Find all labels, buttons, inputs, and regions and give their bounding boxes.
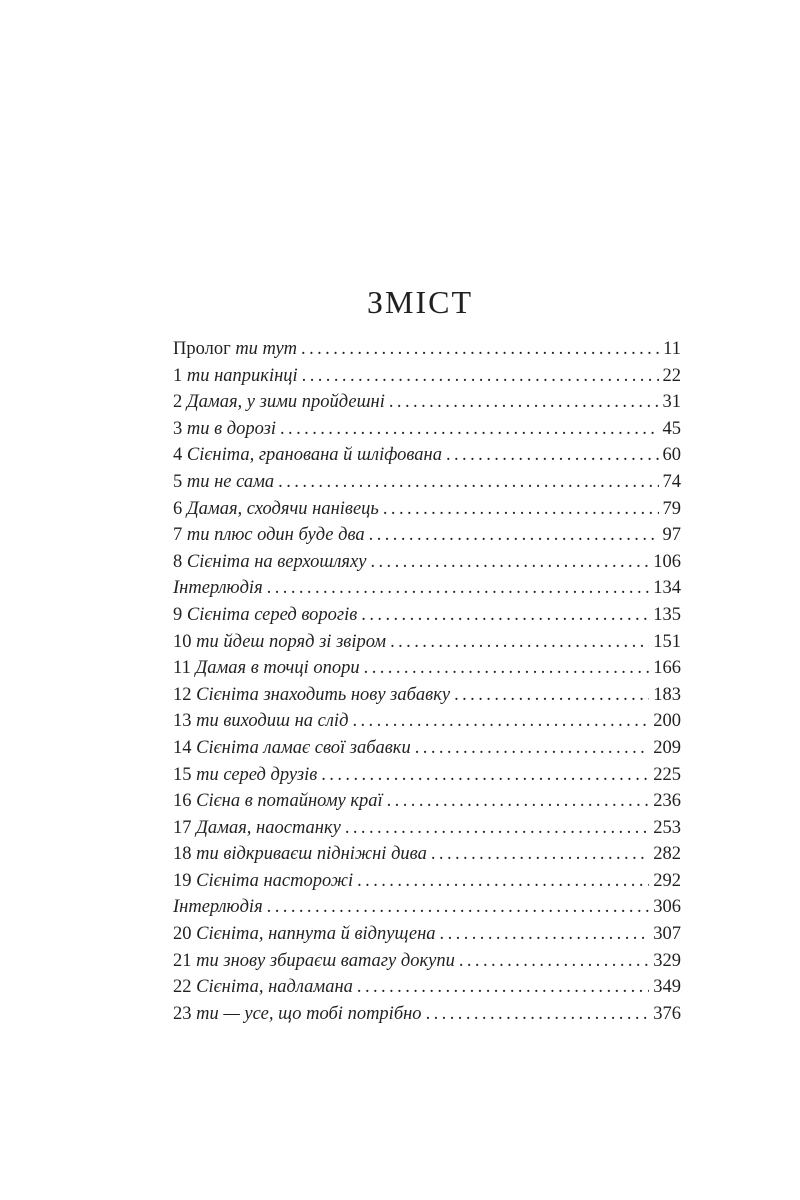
toc-dot-leader	[383, 496, 659, 523]
toc-entry-page: 11	[663, 339, 681, 359]
toc-entry-label	[173, 788, 383, 815]
toc-dot-leader	[459, 948, 649, 975]
toc-entry-number: 19	[173, 870, 197, 891]
toc-entry-label	[173, 575, 263, 602]
toc-entry-title: ти знову збираєш ватагу докупи	[196, 950, 455, 971]
toc-entry-title: Сієніта, гранована й шліфована	[186, 445, 442, 466]
toc-entry[interactable]	[173, 682, 681, 709]
toc-entry-label	[173, 549, 366, 576]
toc-entry-title: Дамая, сходячи нанівець	[186, 498, 379, 519]
toc-entry[interactable]	[173, 549, 681, 576]
toc-entry-page: 282	[653, 844, 681, 865]
toc-entry-page: 22	[662, 365, 681, 386]
toc-entry-label	[173, 948, 455, 975]
toc-entry-page: 45	[662, 418, 681, 439]
toc-dot-leader	[267, 575, 650, 602]
toc-entry-page: 135	[653, 604, 681, 625]
toc-entry-page: 60	[662, 445, 681, 466]
toc-entry[interactable]	[173, 894, 681, 921]
toc-entry-title: Дамая, у зими пройдешні	[186, 392, 385, 413]
toc-entry-page: 200	[653, 711, 681, 732]
toc-dot-leader	[357, 868, 649, 895]
toc-dot-leader	[267, 894, 650, 921]
toc-entry-number: 23	[173, 1003, 197, 1024]
toc-entry-title: Інтерлюдія	[173, 578, 263, 599]
toc-dot-leader	[361, 602, 649, 629]
toc-entry-label	[173, 682, 450, 709]
toc-entry-title: Сієніта насторожі	[196, 870, 354, 891]
toc-entry[interactable]	[173, 442, 681, 469]
toc-entry-number: 9	[173, 604, 187, 625]
toc-entry-label	[173, 416, 276, 443]
toc-dot-leader	[364, 655, 650, 682]
toc-entry-title: ти виходиш на слід	[196, 711, 349, 732]
toc-entry[interactable]	[173, 655, 681, 682]
toc-entry[interactable]	[173, 735, 681, 762]
toc-entry-number: 20	[173, 924, 197, 945]
toc-entry-number: 18	[173, 844, 197, 865]
toc-entry-title: ти — усе, що тобі потрібно	[196, 1003, 422, 1024]
toc-entry-number: 7	[173, 525, 187, 546]
toc-entry-title: ти наприкінці	[186, 365, 298, 386]
toc-entry-number: 14	[173, 737, 197, 758]
toc-dot-leader	[454, 682, 649, 709]
toc-entry-label	[173, 894, 263, 921]
toc-entry[interactable]	[173, 815, 681, 842]
toc-dot-leader	[321, 762, 649, 789]
toc-entry-label	[173, 522, 365, 549]
toc-entry-label	[173, 363, 298, 390]
toc-entry-number: 13	[173, 711, 197, 732]
toc-entry-page: 209	[653, 737, 681, 758]
toc-entry-number: 1	[173, 365, 187, 386]
toc-entry[interactable]	[173, 389, 681, 416]
toc-entry[interactable]	[173, 841, 681, 868]
table-of-contents	[173, 336, 681, 1027]
toc-entry-number: 10	[173, 631, 197, 652]
toc-entry-title: Сієніта, надламана	[196, 977, 353, 998]
toc-dot-leader	[302, 363, 659, 390]
toc-dot-leader	[446, 442, 659, 469]
toc-entry-label	[173, 868, 353, 895]
toc-entry-title: Дамая, наостанку	[196, 817, 341, 838]
toc-entry-label	[173, 336, 297, 363]
toc-entry-title: ти йдеш поряд зі звіром	[196, 631, 387, 652]
toc-entry-title: ти не сама	[186, 471, 275, 492]
toc-entry-page: 329	[653, 950, 681, 971]
toc-entry-title: ти в дорозі	[186, 418, 276, 439]
toc-entry-page: 307	[653, 924, 681, 945]
toc-entry-page: 225	[653, 764, 681, 785]
toc-dot-leader	[301, 336, 659, 363]
toc-entry-page: 183	[653, 684, 681, 705]
toc-entry-label	[173, 496, 379, 523]
toc-entry-page: 79	[662, 498, 681, 519]
toc-dot-leader	[440, 921, 650, 948]
toc-entry-title: Сієніта знаходить нову забавку	[196, 684, 451, 705]
toc-entry-title: ти серед друзів	[196, 764, 318, 785]
toc-entry-title: Сієніта на верхошляху	[186, 551, 367, 572]
toc-dot-leader	[390, 629, 649, 656]
toc-entry-title: ти плюс один буде два	[186, 525, 365, 546]
toc-dot-leader	[415, 735, 650, 762]
toc-entry-number: 5	[173, 471, 187, 492]
toc-entry-number: 11	[173, 658, 196, 679]
toc-entry-page: 106	[653, 551, 681, 572]
toc-entry-page: 31	[662, 392, 681, 413]
toc-entry[interactable]	[173, 921, 681, 948]
toc-dot-leader	[389, 389, 659, 416]
toc-dot-leader	[370, 549, 649, 576]
toc-entry[interactable]	[173, 1001, 681, 1028]
toc-entry-label	[173, 1001, 422, 1028]
toc-entry-label	[173, 841, 427, 868]
toc-entry[interactable]	[173, 708, 681, 735]
toc-entry[interactable]	[173, 575, 681, 602]
toc-entry-page: 74	[662, 471, 681, 492]
toc-entry-number: 12	[173, 684, 197, 705]
toc-entry-page: 376	[653, 1003, 681, 1024]
toc-entry-page: 292	[653, 870, 681, 891]
toc-entry[interactable]	[173, 336, 681, 363]
toc-entry[interactable]	[173, 522, 681, 549]
toc-entry-label	[173, 442, 442, 469]
toc-entry[interactable]	[173, 469, 681, 496]
toc-entry-page: 134	[653, 578, 681, 599]
toc-entry-label	[173, 815, 341, 842]
toc-dot-leader	[369, 522, 659, 549]
toc-entry-label	[173, 389, 385, 416]
toc-entry-page: 349	[653, 977, 681, 998]
toc-entry-label	[173, 921, 436, 948]
toc-dot-leader	[426, 1001, 650, 1028]
toc-entry-label	[173, 735, 411, 762]
toc-entry-title: Сієніта серед ворогів	[186, 604, 358, 625]
toc-entry-page: 253	[653, 817, 681, 838]
toc-entry-number: 22	[173, 977, 197, 998]
toc-entry[interactable]	[173, 496, 681, 523]
toc-entry-title: Дамая в точці опори	[195, 658, 360, 679]
toc-entry-label	[173, 655, 360, 682]
page-title: ЗМІСТ	[366, 284, 474, 320]
toc-entry-page: 97	[662, 525, 681, 546]
toc-dot-leader	[352, 708, 649, 735]
toc-entry[interactable]	[173, 788, 681, 815]
toc-entry-number: 17	[173, 817, 197, 838]
toc-entry-number: 8	[173, 551, 187, 572]
toc-entry-title: Сієніта, напнута й відпущена	[196, 924, 436, 945]
toc-entry-title: Інтерлюдія	[173, 897, 263, 918]
toc-entry[interactable]	[173, 602, 681, 629]
toc-entry-label	[173, 708, 348, 735]
toc-dot-leader	[278, 469, 658, 496]
toc-entry-number: 15	[173, 764, 197, 785]
toc-entry[interactable]	[173, 974, 681, 1001]
toc-entry-label	[173, 974, 353, 1001]
toc-entry-label	[173, 762, 317, 789]
toc-entry[interactable]	[173, 762, 681, 789]
toc-entry-title: Сієна в потайному краї	[196, 791, 383, 812]
toc-entry[interactable]	[173, 868, 681, 895]
toc-entry[interactable]	[173, 629, 681, 656]
toc-entry-prefix: Пролог	[173, 339, 236, 359]
toc-entry-number: 2	[173, 392, 187, 413]
toc-entry[interactable]	[173, 948, 681, 975]
toc-entry-page: 306	[653, 897, 681, 918]
toc-entry[interactable]	[173, 416, 681, 443]
toc-dot-leader	[345, 815, 649, 842]
toc-entry[interactable]	[173, 363, 681, 390]
toc-dot-leader	[431, 841, 649, 868]
toc-entry-label	[173, 602, 357, 629]
toc-entry-number: 6	[173, 498, 187, 519]
toc-dot-leader	[280, 416, 659, 443]
toc-entry-number: 16	[173, 791, 197, 812]
toc-entry-title: ти тут	[235, 339, 298, 359]
toc-entry-title: ти відкриваєш підніжні дива	[196, 844, 427, 865]
toc-dot-leader	[357, 974, 649, 1001]
toc-entry-page: 151	[653, 631, 681, 652]
toc-entry-number: 4	[173, 445, 187, 466]
toc-entry-label	[173, 469, 274, 496]
toc-entry-number: 21	[173, 950, 197, 971]
toc-entry-label	[173, 629, 386, 656]
toc-entry-title: Сієніта ламає свої забавки	[196, 737, 411, 758]
toc-dot-leader	[387, 788, 650, 815]
toc-entry-number: 3	[173, 418, 187, 439]
toc-entry-page: 166	[653, 658, 681, 679]
toc-entry-page: 236	[653, 791, 681, 812]
